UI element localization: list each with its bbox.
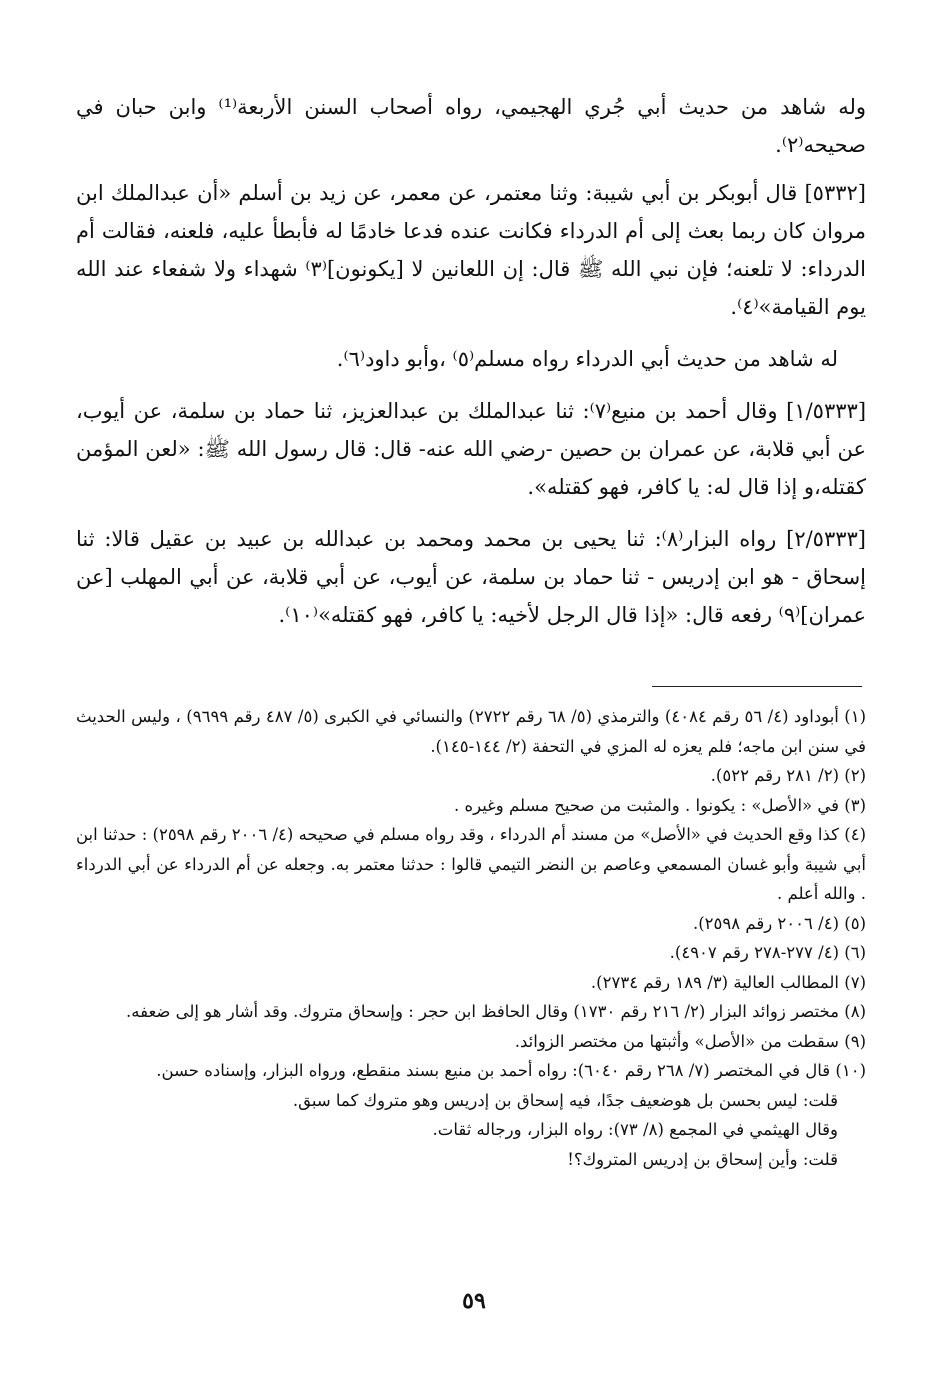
footnote-10-comment-2: وقال الهيثمي في المجمع (٨/ ٧٣): رواه البزار، ورجاله ثقات. [432, 1120, 838, 1139]
footnote-9: (٩) سقطت من «الأصل» وأثبتها من مختصر الزوائد. [514, 1031, 866, 1051]
footnote-4: (٤) كذا وقع الحديث في «الأصل» من مسند أم الدرداء ، وقد رواه مسلم في صحيحه (٤/ ٢٠٠٦ رقم ٢٥٩٨) : حدثنا ابن أبي شيبة وأبو غسان المسمعي وعاصم بن النضر التيمي قالوا : حدثنا معتمر به. وجعله عن أم الدرداء عن أبي الدرداء . والله أعلم . [76, 825, 866, 903]
footnote-3: (٣) في «الأصل» : يكونوا . والمثبت من صحيح مسلم وغيره . [453, 795, 866, 815]
paragraph-shahid-hujaymi: وله شاهد من حديث أبي جُري الهجيمي، رواه أصحاب السنن الأربعة⁽¹⁾ وابن حبان في صحيحه⁽٢⁾. [76, 95, 866, 157]
footnote-2: (٢) (٢/ ٢٨١ رقم ٥٢٢). [710, 766, 866, 785]
footnote-10-comment-1: قلت: ليس بحسن بل هوضعيف جدًا، فيه إسحاق بن إدريس وهو متروك كما سبق. [292, 1090, 838, 1110]
footnote-10: (١٠) قال في المختصر (٧/ ٢٦٨ رقم ٦٠٤٠): رواه أحمد بن منيع بسند منقطع، ورواه البزار، وإسناده حسن. [156, 1061, 866, 1080]
footnote-7: (٧) المطالب العالية (٣/ ١٨٩ رقم ٢٧٣٤). [590, 972, 866, 992]
page-number: ٥٩ [462, 1288, 486, 1314]
footnote-6: (٦) (٤/ ٢٧٧-٢٧٨ رقم ٤٩٠٧). [669, 943, 866, 962]
paragraph-5333-2: [٢/٥٣٣٣] رواه البزار⁽٨⁾: ثنا يحيى بن محمد ومحمد بن عبدالله بن عبيد بن عقيل قالا: ثنا إسحاق - هو ابن إدريس - ثنا حماد بن سلمة، عن أيوب، عن أبي قلابة، عن أبي المهلب [عن عمران]⁽٩⁾ رفعه قال: «إذا قال الرجل لأخيه: يا كافر، فهو كقتله»⁽١٠⁾. [76, 527, 866, 627]
footnote-10-comment-3: قلت: وأين إسحاق بن إدريس المتروك؟! [567, 1149, 838, 1169]
footnote-5: (٥) (٤/ ٢٠٠٦ رقم ٢٥٩٨). [692, 913, 866, 933]
footnote-1: (١) أبوداود (٤/ ٥٦ رقم ٤٠٨٤) والترمذي (٥/ ٦٨ رقم ٢٧٢٢) والنسائي في الكبرى (٥/ ٤٨٧ رقم ٩٦٩٩) ، وليس الحديث في سنن ابن ماجه؛ فلم يعزه له المزي في التحفة (٢/ ١٤٤-١٤٥). [76, 707, 867, 756]
paragraph-5332: [٥٣٣٢] قال أبوبكر بن أبي شيبة: وثنا معتمر، عن معمر، عن زيد بن أسلم «أن عبدالملك ابن مروان كان ربما بعث إلى أم الدرداء فكانت عنده فدعا خادمًا له فأبطأ عليه، فلعنه، فقالت أم الدرداء: لا تلعنه؛ فإن نبي الله ﷺ قال: إن اللعانين لا [يكونون]⁽٣⁾ شهداء ولا شفعاء عند الله يوم القيامة»⁽٤⁾. [76, 181, 866, 319]
footnote-8: (٨) مختصر زوائد البزار (٢/ ٢١٦ رقم ١٧٣٠) وقال الحافظ ابن حجر : وإسحاق متروك. وقد أشار هو إلى ضعفه. [126, 1002, 866, 1021]
main-text [76, 88, 866, 648]
footnote-divider [652, 686, 862, 687]
paragraph-5333-1: [١/٥٣٣٣] وقال أحمد بن منيع⁽٧⁾: ثنا عبدالملك بن عبدالعزيز، ثنا حماد بن سلمة، عن أيوب، عن أبي قلابة، عن عمران بن حصين -رضي الله عنه- قال: قال رسول الله ﷺ: «لعن المؤمن كقتله،و إذا قال له: يا كافر، فهو كقتله». [76, 399, 867, 499]
footnotes [76, 702, 866, 1174]
paragraph-shahid-abi-darda: له شاهد من حديث أبي الدرداء رواه مسلم⁽٥⁾ ،وأبو داود⁽٦⁾. [336, 347, 838, 371]
